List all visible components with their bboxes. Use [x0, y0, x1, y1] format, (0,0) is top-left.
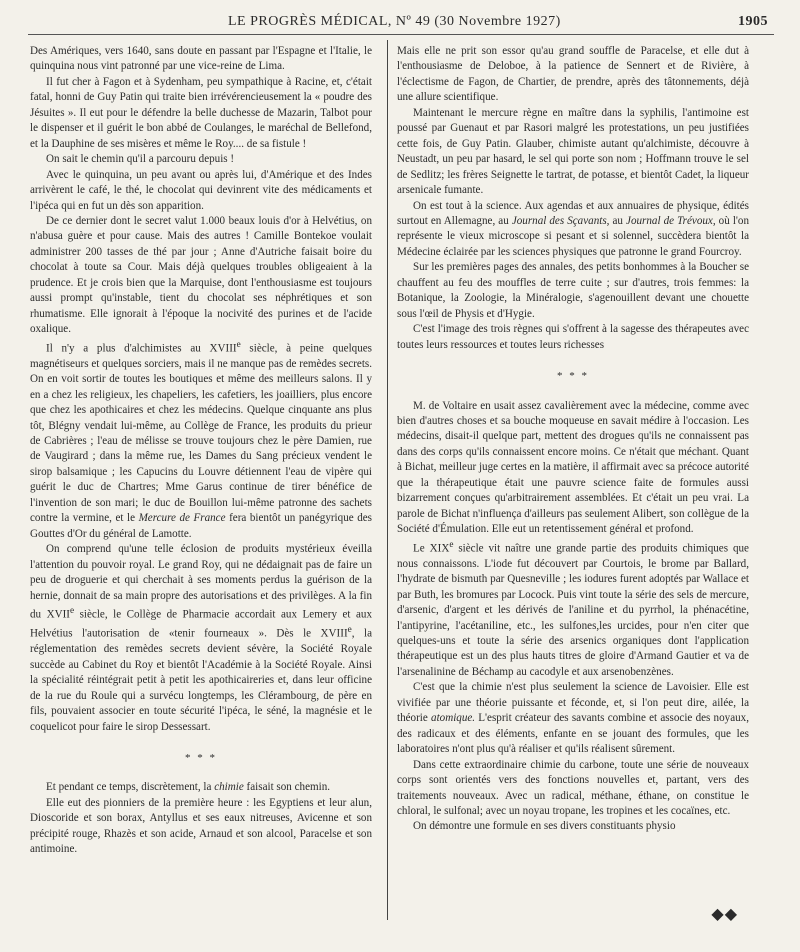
- paragraph: Mais elle ne prit son essor qu'au grand souffle de Paracelse, et elle dut à l'enthousiasme de Deloboe, à la patience de Sennert et de Rivière, à l'éclectisme de Fagon, de Chartier, de prendre, après des tâtonnements, déjà une allure scientifique.: [397, 45, 749, 104]
- paragraph: On démontre une formule en ses divers constituants physio: [413, 820, 676, 833]
- text-run: faisait son chemin.: [243, 781, 331, 794]
- paragraph: [30, 338, 372, 543]
- page-number: 1905: [738, 14, 768, 29]
- paragraph: Maintenant le mercure règne en maître dans la syphilis, l'antimoine est poussé par Guenaut et par Rasori malgré les protestations, un peu justifiées cette fois, de Guy Patin. Glauber, chimiste autant qu'alchimiste, découvre à Neustadt, un peu par hasard, le sel qui porte son nom ; Hoffmann trouve le sel de Sedlitz; les frères Seignette le tartrat, de potasse, et bientôt Cadet, la liqueur arsenicale fumante.: [397, 106, 749, 197]
- italic-word: atomique.: [431, 712, 476, 725]
- running-title: LE PROGRÈS MÉDICAL, Nº 49 (30 Novembre 1927): [228, 14, 561, 29]
- running-header: [28, 12, 774, 34]
- text-run: L'esprit créateur des savants combine et associe des noyaux, des radicaux et des éléments, enfante en se jouant des formules, que les laboratoires n'ont plus qu'à réaliser et qu'ils réalisent sûrement.: [397, 712, 749, 756]
- text-run: On est tout à la science. Aux agendas et aux annuaires de physique, édités surtout en Allemagne, au: [397, 199, 749, 227]
- paragraph: [30, 780, 372, 795]
- text-run: Le XIX: [413, 542, 450, 555]
- text-run: où l'on représente le vieux microscope si pesant et si solennel, succèdera bientôt la Médecine éclairée par les sciences physiques que patronne le grand Fourcroy.: [397, 214, 749, 258]
- paragraph: Elle eut des pionniers de la première heure : les Egyptiens et leur alun, Dioscoride et son borax, Antyllus et ses eaux nitreuses, Avicenne et son précipité rouge, Rhazès et son acide, Arnaud et son alcool, Paracelse et son antimoine.: [30, 796, 372, 856]
- superscript: e: [236, 339, 241, 350]
- text-run: , la réglementation des remèdes secrets devient sévère, la Société Royale succède au Cabinet du Roy et bientôt l'Académie à la Société Royale. Ainsi la spécialité réintégrait petit à petit les apothicaireries et, dans leur officine de la rue du Roule qui a survécu longtemps, les Clérambourg, de père en fils, pouvaient associer en toute sécurité l'ipéca, le séné, la magnésie et le coquelicot pour faire le sirop Dessessart.: [30, 627, 372, 733]
- text-run: C'est que la chimie n'est plus seulement la science de Lavoisier. Elle est vivifiée par une théorie puissante et féconde, et, si l'on peut dire, ailée, la théorie: [397, 681, 749, 725]
- italic-title: Mercure de France: [138, 512, 226, 525]
- paragraph: On sait le chemin qu'il a parcouru depuis !: [46, 153, 235, 166]
- paragraph: Des Amériques, vers 1640, sans doute en passant par l'Espagne et l'Italie, le quinquina nous vint patronné par une vice-reine de Lima.: [30, 45, 372, 73]
- right-column: [397, 44, 749, 835]
- text-run: Il n'y a plus d'alchimistes au XVIII: [46, 342, 237, 355]
- superscript: e: [347, 625, 352, 636]
- paragraph: De ce dernier dont le secret valut 1.000 beaux louis d'or à Helvétius, on n'abusa guère et pour cause. Mais des autres ! Camille Bontekoe voulait administrer 200 tasses de thé par jour ; Anne d'Autriche faisait boire du chocolat à toute sa Cour. Mais déjà quelques troubles obligeaient à la prudence. Et je crois bien que la Marquise, dont l'enthousiasme est toujours aussi prompt qu'instable, tient du chocolat ses néphrétiques et son rhumatisme. Elle ignorait à l'époque la nocivité des purines et de l'acide oxalique.: [30, 214, 372, 336]
- italic-title: Journal de Trévoux,: [626, 214, 716, 227]
- italic-title: Journal des Sçavants,: [511, 214, 610, 227]
- paragraph: C'est l'image des trois règnes qui s'offrent à la sagesse des thérapeutes avec toutes leurs ressources et toutes leurs richesses: [397, 323, 749, 351]
- text-run: siècle, le Collège de Pharmacie accordait aux Lemery et aux Helvétius l'autorisation de «tenir fourneaux ». Dès le XVIII: [30, 608, 373, 640]
- paragraph: [397, 680, 749, 757]
- text-run: siècle, à peine quelques magnétiseurs et quelques sorciers, mais il ne manque pas de remèdes secrets. On en voit sortir de toutes les boutiques et même des meilleurs salons. Il y en a chez les religieux, les chapeliers, les cafetiers, les joailliers, plus encore que chez les apothicaires et chez les médecins. Quelque cinquante ans plus tôt, Blégny vendait lui-même, au Collège de France, les produits du prieur de Cabrières ; l'eau de mélisse se trouve toujours chez le père Damien, rue de Vaugirard ; dans la même rue, les Dames du Sang précieux vendent le sirop balsamique ; les Capucins du Louvre détiennent l'eau de vipère qui guérit le duc de Chartres; Mme Garus continue de tirer bénéfice de l'invention de son mari; le duc de Bouillon lui-même patronne des sachets contre la vermine, et le: [30, 342, 372, 525]
- paragraph: [30, 542, 372, 735]
- text-run: siècle vit naître une grande partie des produits chimiques que nous connaissons. L'iode fut découvert par Courtois, le brome par Ballard, l'hydrate de bismuth par Quesneville ; les iodures furent adoptés par Wallace et par Buth, les bromures par Locock. Puis vint toute la série des sels de mercure, d'arsenic, d'argent et les dérivés de l'aniline et du pyrrhol, la phénacétine, l'antipyrine, l'acétaniline, etc., les sulfones,les urcides, pour n'en citer que quelques-uns et toute la série des arsenics organiques dont l'application thérapeutique est un des plus hauts titres de gloire d'Armand Gautier et va de l'arsenalinine de Béchamp au cacodyle et aux arsenobenzènes.: [397, 542, 749, 678]
- paragraph: [397, 538, 749, 681]
- text-run: fera bientôt un panégyrique des Gouttes d'Or du général de Lamotte.: [30, 512, 372, 540]
- column-separator: [387, 40, 388, 920]
- section-separator: * * *: [557, 370, 589, 383]
- header-rule: [28, 34, 774, 35]
- superscript: e: [70, 606, 75, 616]
- paragraph: Avec le quinquina, un peu avant ou après lui, d'Amérique et des Indes arrivèrent le café, le thé, le chocolat qui devinrent vite des médicaments et l'ipéca qui en fut un dès son apparition.: [30, 168, 372, 212]
- left-column: [30, 44, 372, 858]
- page-ornament: ◆◆: [711, 906, 738, 923]
- superscript: e: [449, 539, 454, 550]
- text-run: On comprend qu'une telle éclosion de produits mystérieux éveilla l'attention du pouvoir royal. Le grand Roy, qui ne dédaignait pas de faire un peu de droguerie et qui cherchait à ses moments perdus la guérison de la hernie, donnait de sa main propre des autorisations et des privilèges. A la fin du XVII: [30, 543, 372, 621]
- text-run: au: [609, 214, 627, 227]
- paragraph: Sur les premières pages des annales, des petits bonhommes à la Boucher se chauffent au feu des mouffles de terre cuite ; sur d'autres, trois femmes: la Botanique, la Zoologie, la Minéralogie, s'agenouillent devant une chouette sous l'œil de Physis et d'Hygie.: [397, 261, 749, 320]
- paragraph: [397, 199, 749, 261]
- text-run: Et pendant ce temps, discrètement, la: [46, 781, 215, 794]
- italic-word: chimie: [214, 781, 244, 794]
- paragraph: M. de Voltaire en usait assez cavalièrement avec la médecine, comme avec bien d'autres choses et sa bouche moqueuse en savait médire à l'occasion. Les médecins, disait-il quelque part, mettent des drogues qu'ils ne connaissent pas dans des corps qu'ils connaissent encore moins. Ce n'était que méchant. Quant à Bichat, meilleur juge certes en la matière, il affirmait avec sa précoce autorité que la thérapeutique était une pauvre science faite de formules aussi bizarrement conçues qu'arbitrairement assemblées. Et c'était un peu vrai. La parole de Bichat n'influença d'ailleurs pas seulement Alibert, son collègue de la Société d'Émulation. Elle eut un retentissement général et profond.: [397, 399, 749, 536]
- paragraph: Dans cette extraordinaire chimie du carbone, toute une série de nouveaux corps sont orientés vers des fonctions nouvelles et, partant, vers des traitements nouveaux. Avec un radical, méthane, éthane, on constitue le chloral, le sulfonal; avec un noyau tropane, les tropines et les cocaïnes, etc.: [397, 758, 749, 817]
- section-separator: * * *: [185, 752, 217, 764]
- paragraph: Il fut cher à Fagon et à Sydenham, peu sympathique à Racine, et, c'était fatal, honni de Guy Patin qui traite bien irrévérencieusement la « poudre des Jésuites ». Il eut pour le défendre la belle duchesse de Mazarin, Talbot pour le dispenser et il guérit le bon abbé de Coulanges, le maréchal de Bellefond, et la Dauphine de ses misères et même le Roy.... de sa fistule !: [30, 75, 372, 150]
